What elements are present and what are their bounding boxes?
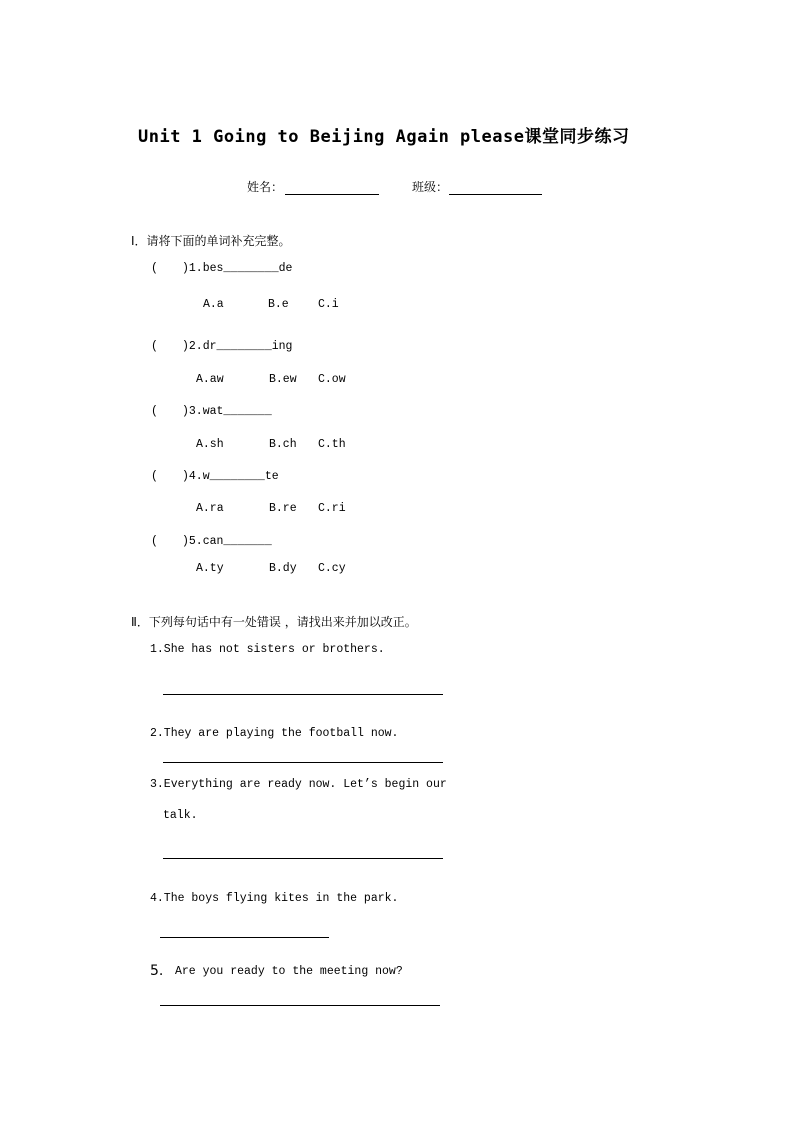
answer-paren[interactable]: (: [151, 535, 158, 548]
sentence-5: Are you ready to the meeting now?: [175, 965, 403, 978]
option-a: A.sh: [196, 438, 224, 451]
class-field[interactable]: [449, 194, 542, 195]
option-b: B.ew: [269, 373, 297, 386]
question-stem: )5.can_______: [182, 535, 272, 548]
sentence-2: 2.They are playing the football now.: [150, 727, 399, 740]
option-a: A.aw: [196, 373, 224, 386]
sentence-3: 3.Everything are ready now. Let’s begin our: [150, 778, 447, 791]
name-field[interactable]: [285, 194, 379, 195]
question-stem: )1.bes________de: [182, 262, 293, 275]
page-title: Unit 1 Going to Beijing Again please课堂同步练习: [138, 127, 630, 147]
option-a: A.ra: [196, 502, 224, 515]
answer-line-1[interactable]: [163, 694, 443, 695]
option-c: C.cy: [318, 562, 346, 575]
option-b: B.dy: [269, 562, 297, 575]
option-b: B.re: [269, 502, 297, 515]
answer-paren[interactable]: (: [151, 405, 158, 418]
question-stem: )2.dr________ing: [182, 340, 293, 353]
answer-paren[interactable]: (: [151, 340, 158, 353]
option-b: B.e: [268, 298, 289, 311]
answer-line-5[interactable]: [160, 1005, 440, 1006]
answer-line-2[interactable]: [163, 762, 443, 763]
option-b: B.ch: [269, 438, 297, 451]
section-1-heading: Ⅰ．请将下面的单词补充完整。: [131, 234, 291, 248]
sentence-1: 1.She has not sisters or brothers.: [150, 643, 385, 656]
option-c: C.ri: [318, 502, 346, 515]
option-c: C.i: [318, 298, 339, 311]
section-2-heading: Ⅱ．下列每句话中有一处错误 ，请找出来并加以改正。: [131, 615, 417, 629]
answer-paren[interactable]: (: [151, 470, 158, 483]
option-c: C.ow: [318, 373, 346, 386]
answer-line-4[interactable]: [160, 937, 329, 938]
question-stem: )4.w________te: [182, 470, 279, 483]
sentence-4: 4.The boys flying kites in the park.: [150, 892, 399, 905]
name-label: 姓名：: [247, 180, 284, 194]
sentence-5-number: 5.: [150, 963, 164, 979]
answer-line-3[interactable]: [163, 858, 443, 859]
class-label: 班级：: [412, 180, 449, 194]
option-c: C.th: [318, 438, 346, 451]
option-a: A.a: [203, 298, 224, 311]
question-stem: )3.wat_______: [182, 405, 272, 418]
sentence-3-continued: talk.: [163, 809, 198, 822]
option-a: A.ty: [196, 562, 224, 575]
answer-paren[interactable]: (: [151, 262, 158, 275]
